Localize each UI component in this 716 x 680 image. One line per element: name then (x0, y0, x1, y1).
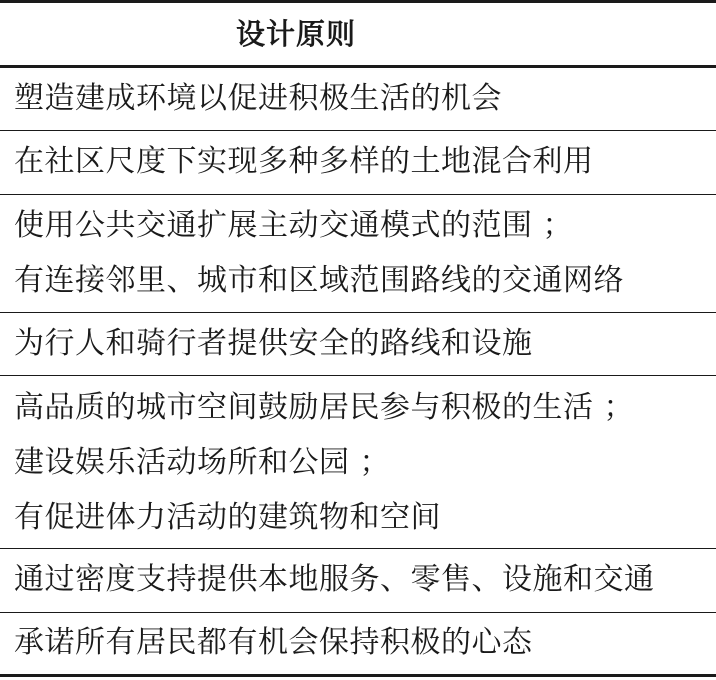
principle-text: 高品质的城市空间鼓励居民参与积极的生活 ； (14, 390, 635, 425)
principle-text: 使用公共交通扩展主动交通模式的范围 ； (14, 208, 574, 243)
table-row (0, 68, 716, 131)
principle-text: 为行人和骑行者提供安全的路线和设施 (14, 326, 533, 361)
principle-text: 塑造建成环境以促进积极生活的机会 (14, 81, 502, 116)
table-row (0, 613, 716, 677)
principle-text: 在社区尺度下实现多种多样的土地混合利用 (14, 144, 594, 179)
table-row (0, 313, 716, 376)
table-row (0, 376, 716, 549)
principle-text: 通过密度支持提供本地服务、零售、设施和交通 (14, 562, 655, 597)
table-header-title: 设计原则 (236, 17, 357, 51)
principle-text: 有促进体力活动的建筑物和空间 (14, 500, 441, 535)
table-row (0, 131, 716, 195)
table-row (0, 549, 716, 613)
principle-text: 有连接邻里、城市和区域范围路线的交通网络 (14, 263, 624, 298)
principle-text: 承诺所有居民都有机会保持积极的心态 (14, 625, 533, 660)
principle-text: 建设娱乐活动场所和公园 ； (14, 445, 391, 480)
table-row (0, 195, 716, 313)
table-header (0, 0, 716, 68)
